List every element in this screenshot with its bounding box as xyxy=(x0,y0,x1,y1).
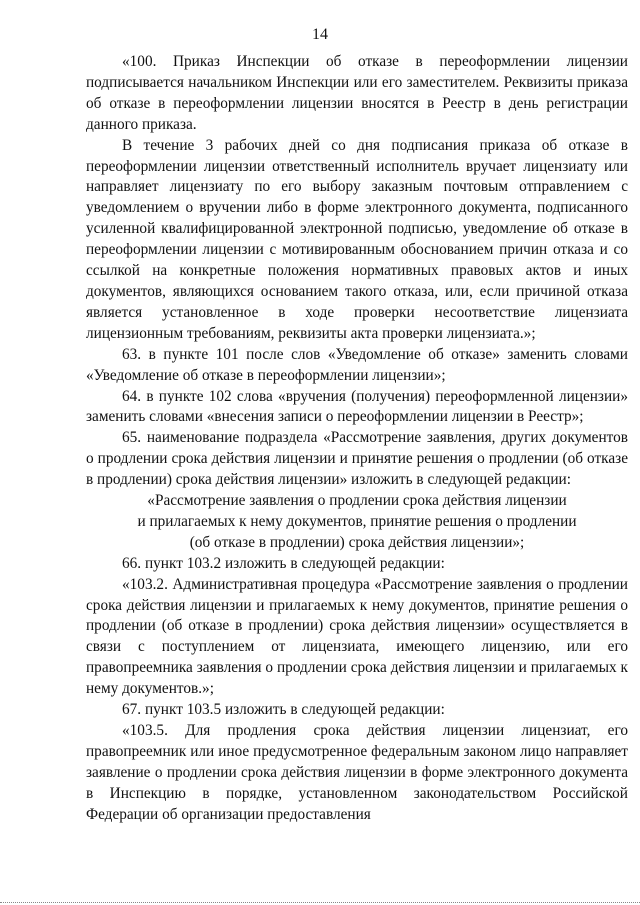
paragraph-103-5: «103.5. Для продления срока действия лицензии лицензиат, его правопреемник или иное предусмотренное федеральным законом лицо направляет заявление о продлении срока действия лицензии в форме электронного документа в Инспекцию в порядке, установленном законодательством Российской Федерации об организации предоставления xyxy=(86,722,628,823)
paragraph-67: 67. пункт 103.5 изложить в следующей редакции: xyxy=(122,701,445,719)
paragraph-103-2: «103.2. Административная процедура «Рассмотрение заявления о продлении срока действия лицензии и прилагаемых к нему документов, принятие решения о продлении (об отказе в продлении) срока действия лицензии» осуществляется в связи с поступлением от лицензиата, имеющего лицензию, или его правопреемника заявления о продлении срока действия лицензии и прилагаемых к нему документов.»; xyxy=(86,575,628,698)
paragraph-65: 65. наименование подраздела «Рассмотрение заявления, других документов о продлении срока действия лицензии и принятие решения о продлении (об отказе в продлении) срока действия лицензии» изложить в следующей редакции: xyxy=(86,429,628,489)
paragraph-notice-refusal: В течение 3 рабочих дней со дня подписания приказа об отказе в переоформлении лицензии ответственный исполнитель вручает лицензиату или направляет лицензиату по его выбору заказным почтовым отправлением с уведомлением о вручении либо в форме электронного документа, подписанного усиленной квалифицированной электронной подписью, уведомление об отказе в переоформлении лицензии с мотивированным обоснованием причин отказа и со ссылкой на конкретные положения нормативных правовых актов и иных документов, являющихся основанием такого отказа, или, если причиной отказа является установленное в ходе проверки несоответствие лицензиата лицензионным требованиям, реквизиты акта проверки лицензиата.»; xyxy=(86,136,628,342)
scan-edge-divider xyxy=(0,902,640,903)
paragraph-100: «100. Приказ Инспекции об отказе в переоформлении лицензии подписывается начальником Инспекции или его заместителем. Реквизиты приказа об отказе в переоформлении лицензии вносятся в Реестр в день регистрации данного приказа. xyxy=(86,53,628,133)
document-body xyxy=(86,52,628,826)
subsection-heading-line: (об отказе в продлении) срока действия лицензии»; xyxy=(189,533,525,551)
subsection-heading-line: и прилагаемых к нему документов, принятие решения о продлении xyxy=(137,512,577,530)
paragraph-63: 63. в пункте 101 после слов «Уведомление об отказе» заменить словами «Уведомление об отказе в переоформлении лицензии»; xyxy=(86,345,628,384)
subsection-heading-line: «Рассмотрение заявления о продлении срока действия лицензии xyxy=(147,492,567,510)
paragraph-64: 64. в пункте 102 слова «вручения (получения) переоформленной лицензии» заменить словами «внесения записи о переоформлении лицензии в Реестр»; xyxy=(86,387,628,426)
page-number: 14 xyxy=(312,26,328,43)
paragraph-66: 66. пункт 103.2 изложить в следующей редакции: xyxy=(122,554,445,572)
